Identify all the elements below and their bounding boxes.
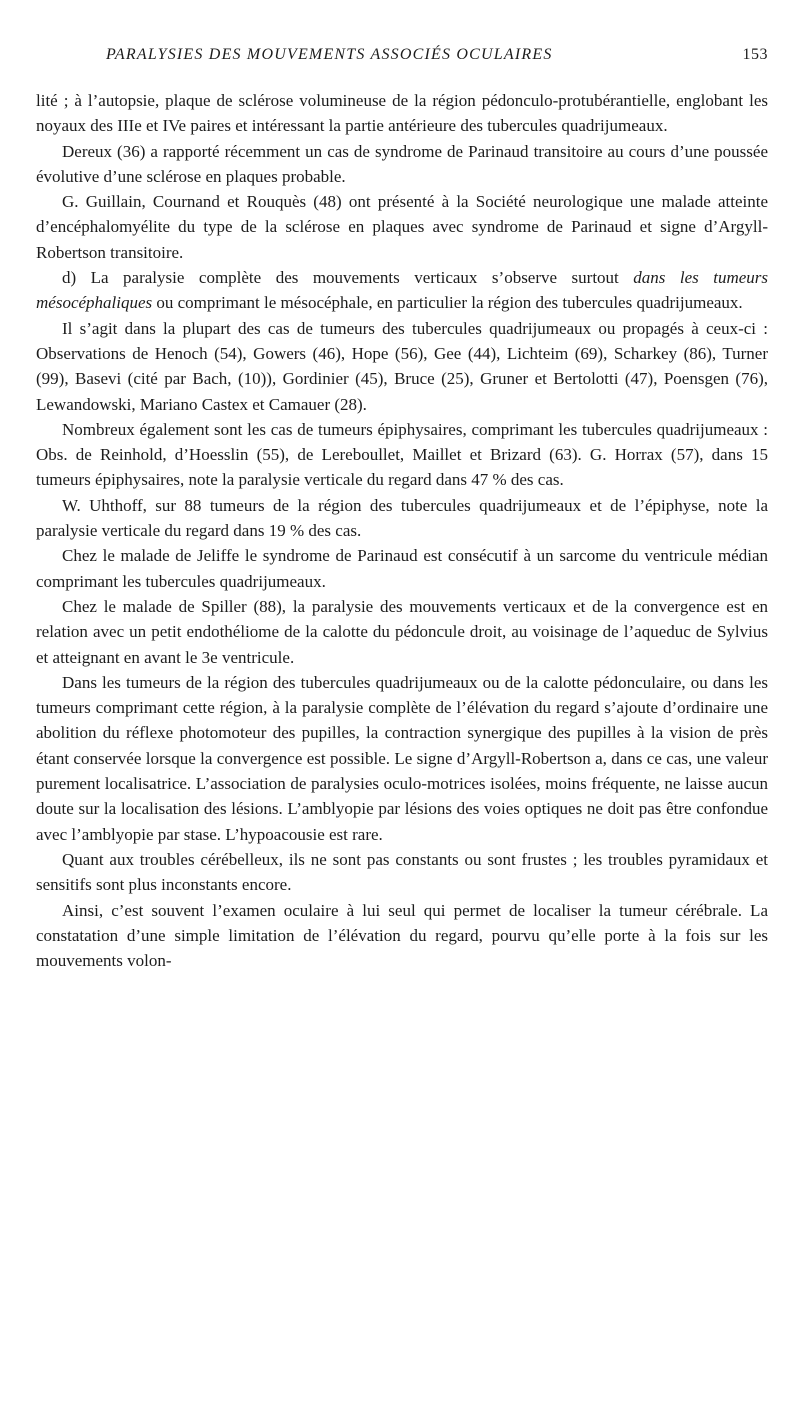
running-title: PARALYSIES DES MOUVEMENTS ASSOCIÉS OCULAIRES	[106, 46, 553, 63]
section-d-emphasis: dans les tumeurs mésocéphaliques	[36, 268, 769, 313]
paragraph-troubles: Quant aux troubles cérébelleux, ils ne sont pas constants ou sont frustes ; les troubles pyramidaux et sensitifs sont plus inconstants encore.	[36, 849, 768, 895]
paragraph-ainsi: Ainsi, c’est souvent l’examen oculaire à lui seul qui permet de localiser la tumeur cérébrale. La constatation d’une simple limitation de l’élévation du regard, pourvu qu’elle porte à la fois sur les mouvements volon-	[36, 900, 768, 971]
paragraph-spiller: Chez le malade de Spiller (88), la paralysie des mouvements verticaux et de la convergence est en relation avec un petit endothéliome de la calotte du pédoncule droit, au voisinage de l’aqueduc de Sylvius et atteignant en avant le 3e ventricule.	[36, 596, 768, 667]
paragraph-jeliffe: Chez le malade de Jeliffe le syndrome de Parinaud est consécutif à un sarcome du ventricule médian comprimant les tubercules quadrijumeaux.	[36, 546, 768, 591]
section-d-tail: ou comprimant le mésocéphale, en particulier la région des tubercules quadrijumeaux.	[152, 293, 743, 313]
running-head	[36, 38, 768, 68]
page-number: 153	[742, 46, 768, 63]
body-text	[36, 88, 768, 973]
paragraph-observations: Il s’agit dans la plupart des cas de tumeurs des tubercules quadrijumeaux ou propagés à ceux-ci : Observations de Henoch (54), Gowers (46), Hope (56), Gee (44), Lichteim (69), Scharkey (86), Turner (99), Basevi (cité par Bach, (10)), Gordinier (45), Bruce (25), Gruner et Bertolotti (47), Poensgen (76), Lewandowski, Mariano Castex et Camauer (28).	[36, 318, 768, 414]
paragraph-dereux: Dereux (36) a rapporté récemment un cas de syndrome de Parinaud transitoire au cours d’une poussée évolutive d’une sclérose en plaques probable.	[36, 141, 768, 186]
paragraph-tumeurs-epiphysaires: Nombreux également sont les cas de tumeurs épiphysaires, comprimant les tubercules quadrijumeaux : Obs. de Reinhold, d’Hoesslin (55), de Lereboullet, Maillet et Brizard (63). G. Horrax (57), dans 15 tumeurs épiphysaires, note la paralysie verticale du regard dans 47 % des cas.	[36, 419, 768, 490]
paragraph-uhthoff: W. Uhthoff, sur 88 tumeurs de la région des tubercules quadrijumeaux et de l’épiphyse, note la paralysie verticale du regard dans 19 % des cas.	[36, 495, 768, 541]
paragraph-calotte: Dans les tumeurs de la région des tubercules quadrijumeaux ou de la calotte pédonculaire, ou dans les tumeurs comprimant cette région, à la paralysie complète de l’élévation du regard s’ajoute d’ordinaire une abolition du réflexe photomoteur des pupilles, la contraction synergique des pupilles à la vision de près étant conservée lorsque la convergence est possible. Le signe d’Argyll-Robertson a, dans ce cas, une valeur purement localisatrice. L’association de paralysies oculo-motrices isolées, moins fréquente, ne laisse aucun doute sur la localisation des lésions. L’amblyopie par lésions des voies optiques ne doit pas être confondue avec l’amblyopie par stase. L’hypoacousie est rare.	[36, 672, 768, 844]
section-d-lead: d) La paralysie complète des mouvements verticaux s’observe surtout	[62, 268, 634, 288]
paragraph-section-d	[36, 265, 768, 316]
paragraph-guillain: G. Guillain, Cournand et Rouquès (48) ont présenté à la Société neurologique une malade atteinte d’encéphalomyélite du type de la sclérose en plaques avec syndrome de Parinaud et signe d’Argyll-Robertson transitoire.	[36, 192, 768, 262]
paragraph-autopsie: lité ; à l’autopsie, plaque de sclérose volumineuse de la région pédonculo-protubérantielle, englobant les noyaux des IIIe et IVe paires et intéressant la partie antérieure des tubercules quadrijumeaux.	[36, 91, 768, 136]
